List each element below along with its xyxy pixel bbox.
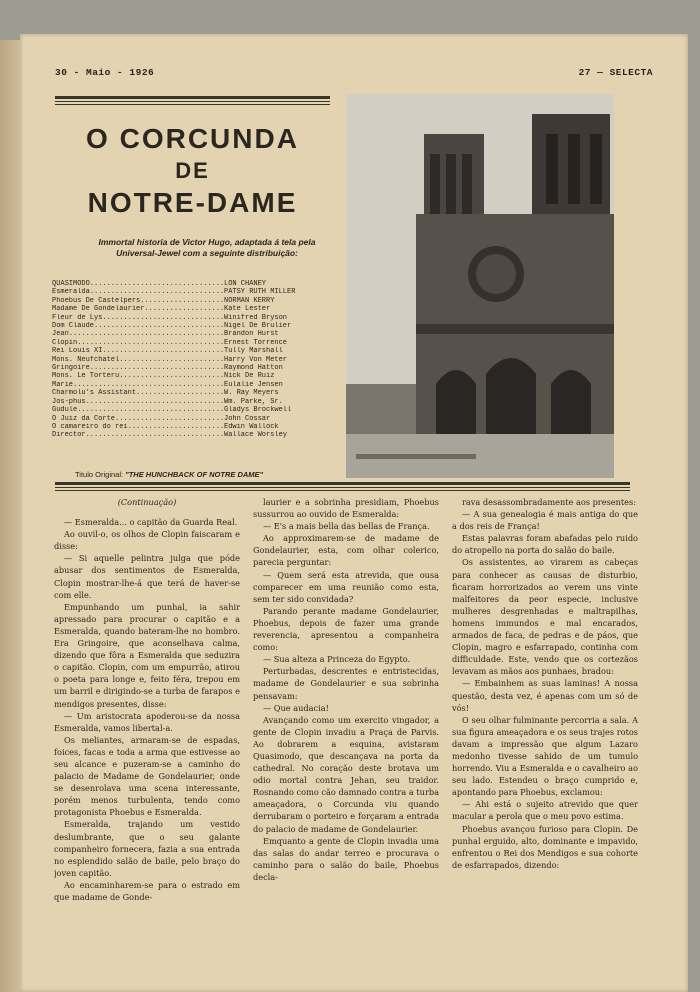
paragraph: — Ahi está o sujeito atrevido que quer macular a perola que o meu povo estima. (452, 799, 638, 822)
title-line-3: NOTRE-DAME (87, 187, 298, 218)
cast-actor: Brandon Hurst (224, 330, 279, 339)
paragraph: rava desassombradamente aos presentes: (462, 497, 636, 507)
paragraph: — Que audacia! (263, 702, 329, 713)
cast-role: O Juiz da Corte ..... (52, 415, 224, 423)
cast-row (52, 288, 332, 296)
cast-actor: John Cossar (224, 414, 271, 423)
cast-role: QUASIMODO ..... (52, 280, 224, 288)
cast-row (52, 415, 332, 423)
cast-row (52, 305, 332, 313)
cast-actor: Ernest Torrence (224, 338, 288, 347)
subtitle: Immortal historia de Victor Hugo, adaptada á tela pela Universal-Jewel com a seguinte distribuição: (98, 237, 316, 258)
cast-actor: Gladys Brockwell (224, 406, 292, 415)
paragraph: O seu olhar fulminante percorria a sala. A sua figura ameaçadora e os seus trajes rotos davam a impressão que algum Lazaro medonho tivesse sahido de um tumulo horrendo. Viu a Esmeralda e o cavalheiro ao seu lado. Estendeu o braço cumprido e, apontando para Phoebus, exclamou: (452, 714, 638, 798)
paragraph: — Si aquelle pelintra julga que póde abusar dos sentimentos de Esmeralda, Clopin mostrar-lhe-á que terá de haver-se com elle. (54, 553, 240, 600)
section-divider-rule (55, 482, 630, 493)
cast-actor: Tully Marshall (224, 347, 283, 356)
cast-role: Jean ..... (52, 330, 224, 338)
cast-actor: NORMAN KERRY (224, 296, 275, 305)
cast-role: Mons. Neufchatel ..... (52, 356, 224, 364)
cast-role: Madame De Gondelaurier ..... (52, 305, 224, 313)
cast-actor: Nigel De Brulier (224, 322, 292, 331)
cast-role: Fleur de Lys ..... (52, 314, 224, 322)
notre-dame-illustration (346, 94, 614, 478)
header-page-number: 27 — SELECTA (578, 67, 653, 78)
paragraph: — Esmeralda... o capitão da Guarda Real. (64, 517, 238, 528)
cast-role: Jos-phus ..... (52, 398, 224, 406)
cast-role: Esmeralda ..... (52, 288, 224, 296)
paragraph: Phoebus avançou furioso para Clopin. De punhal erguido, alto, dominante e impavido, enfrentou o Rei dos Mendigos e sua cohorte de esfarrapados, dizendo: (452, 823, 638, 870)
cast-row (52, 372, 332, 380)
paragraph: — A sua genealogia é mais antiga do que a dos reis de França! (452, 509, 638, 532)
paragraph: Ao encaminharem-se para o estrado em que madame de Gonde- (54, 879, 240, 902)
cathedral-photo (346, 94, 614, 478)
cast-row (52, 314, 332, 322)
cast-actor: Wallace Worsley (224, 431, 288, 440)
header-date: 30 - Maio - 1926 (55, 67, 155, 78)
original-title-value: "THE HUNCHBACK OF NOTRE DAME" (125, 470, 264, 479)
paragraph: Esmeralda, trajando um vestido deslumbrante, que o seu galante companheiro fornecera, fazia a sua entrada no esplendido salão de baile, pelo braço do joven capitão. (54, 819, 240, 878)
paragraph: — E's a mais bella das bellas de França. (263, 521, 430, 532)
paragraph: — Embainhem as suas laminas! A nossa questão, desta vez, é apenas com um só de vós! (452, 678, 638, 713)
paragraph: Perturbadas, descrentes e entristecidas, madame de Gondelaurier e sua sobrinha pensavam: (253, 666, 439, 701)
cast-role: Rei Louis XI ..... (52, 347, 224, 355)
cast-row (52, 347, 332, 355)
magazine-page (20, 34, 688, 992)
paragraph: — Sua alteza a Princeza do Egypto. (263, 654, 411, 665)
cast-row (52, 423, 332, 431)
cast-actor: Wm. Parke, Sr. (224, 397, 283, 406)
cast-actor: W. Ray Meyers (224, 389, 279, 398)
cast-row (52, 389, 332, 397)
cast-role: O camareiro do rei ..... (52, 423, 224, 431)
cast-role: Gudule ..... (52, 406, 224, 414)
cast-actor: Nick De Ruiz (224, 372, 275, 381)
paragraph: Estas palavras foram abafadas pelo ruido do atropello na porta do salão do baile. (452, 533, 638, 556)
text-column-1 (54, 496, 240, 986)
cast-role: Clopin ..... (52, 339, 224, 347)
cast-role: Gringoire ..... (52, 364, 224, 372)
cast-actor: Kate Lester (224, 305, 271, 314)
cast-row (52, 280, 332, 288)
paragraph: — Um aristocrata apoderou-se da nossa Esmeralda, vamos libertal-a. (54, 710, 240, 733)
cast-actor: Raymond Hatton (224, 364, 283, 373)
paragraph: — Quem será esta atrevida, que ousa comparecer em uma reunião como esta, sem ter sido convidada? (253, 569, 439, 604)
paragraph: Os meliantes, armaram-se de espadas, foices, facas e toda a arma que estivesse ao seu alcance e puzeram-se a caminho do palacio de Madame de Gondelaurier, onde se desenrolava uma scena interessante, porém menos turbulenta, tendo como protagonista Phoebus e Esmeralda. (54, 734, 240, 818)
cast-row (52, 398, 332, 406)
cast-actor: Eulalie Jensen (224, 380, 283, 389)
cast-actor: Winifred Bryson (224, 313, 288, 322)
continuation-label: (Continuação) (117, 497, 177, 507)
title-top-rule (55, 96, 330, 107)
paragraph: Avançando como um exercito vingador, a gente de Clopin invadiu a Praça de Parvis. Ao dobrarem a esquina, avistaram Quasimodo, que descançava na porta da cathedral. No coração deste brotava um odio mortal contra Jehan, seu traidor. Rosnando como cão damnado contra a turba ameaçadora, o Corcunda viu quando derrubaram o porteiro e forçaram a entrada do palacio de madame de Gondelaurier. (253, 714, 439, 834)
cast-role: Charmolu's Assistant ..... (52, 389, 224, 397)
cast-role: Mons. Le Torteru ..... (52, 372, 224, 380)
paragraph: Emquanto a gente de Clopin invadia uma das salas do andar terreo e procurava o caminho para o salão do baile, Phoebus decla- (253, 835, 439, 882)
cast-row (52, 381, 332, 389)
cast-row (52, 330, 332, 338)
cast-actor: Edwin Wallock (224, 422, 279, 431)
cast-actor: LON CHANEY (224, 280, 267, 288)
cast-actor: PATSY RUTH MILLER (224, 288, 296, 297)
original-title (75, 470, 345, 479)
cast-row (52, 297, 332, 305)
cast-list (52, 280, 332, 440)
paragraph: laurier e a sobrinha presidiam, Phoebus sussurrou ao ouvido de Esmeralda: (253, 497, 439, 520)
cast-role: Marie ..... (52, 381, 224, 389)
title-line-1: O CORCUNDA (86, 123, 299, 154)
paragraph: Empunhando um punhal, ia sahir apressado para procurar o capitão e a Esmeralda, quando bateram-lhe no hombro. Era Gringoire, que aconselhava calma, dizendo que fôra a Esmeralda que seduzira o capitão. Clopin, com um empurrão, atirou o poeta para longe e, feito féra, trepou em um barril e dirigindo-se a turba de farapos e mendigos presentes, disse: (54, 601, 240, 709)
paragraph: Parando perante madame Gondelaurier, Phoebus, depois de fazer uma grande reverencia, apresentou a companheira como: (253, 605, 439, 653)
title-line-2: DE (175, 158, 210, 183)
article-title (55, 122, 330, 220)
cast-row (52, 431, 332, 439)
cast-row (52, 406, 332, 414)
paragraph: Ao ouvil-o, os olhos de Clopin faiscaram e disse: (54, 529, 240, 552)
cast-role: Dom Claude ..... (52, 322, 224, 330)
cast-row (52, 339, 332, 347)
paragraph: Ao approximarem-se de madame de Gondelaurier, esta, com olhar colerico, parecia perguntar: (253, 533, 439, 568)
cast-row (52, 364, 332, 372)
text-column-2 (253, 496, 439, 986)
cast-role: Director ..... (52, 431, 224, 439)
cast-role: Phoebus De Castelpers ..... (52, 297, 224, 305)
cast-row (52, 356, 332, 364)
cast-actor: Harry Von Meter (224, 355, 288, 364)
cast-row (52, 322, 332, 330)
text-column-3 (452, 496, 638, 986)
paragraph: Os assistentes, ao virarem as cabeças para conhecer as causas de disturbio, ficaram horrorizados ao verem uns vinte malfeitores da peor especie, inclusive mulheres desgrenhadas e maltrapilhas, homens immundos e mal encarados, armados de faca, de pedras e de páos, que Clopin, magro e esfarrapado, continha com difficuldade. Este, vendo que os cortezãos levavam as mãos aos punhaes, bradou: (452, 557, 638, 677)
original-title-label: Titulo Original: (75, 470, 124, 479)
